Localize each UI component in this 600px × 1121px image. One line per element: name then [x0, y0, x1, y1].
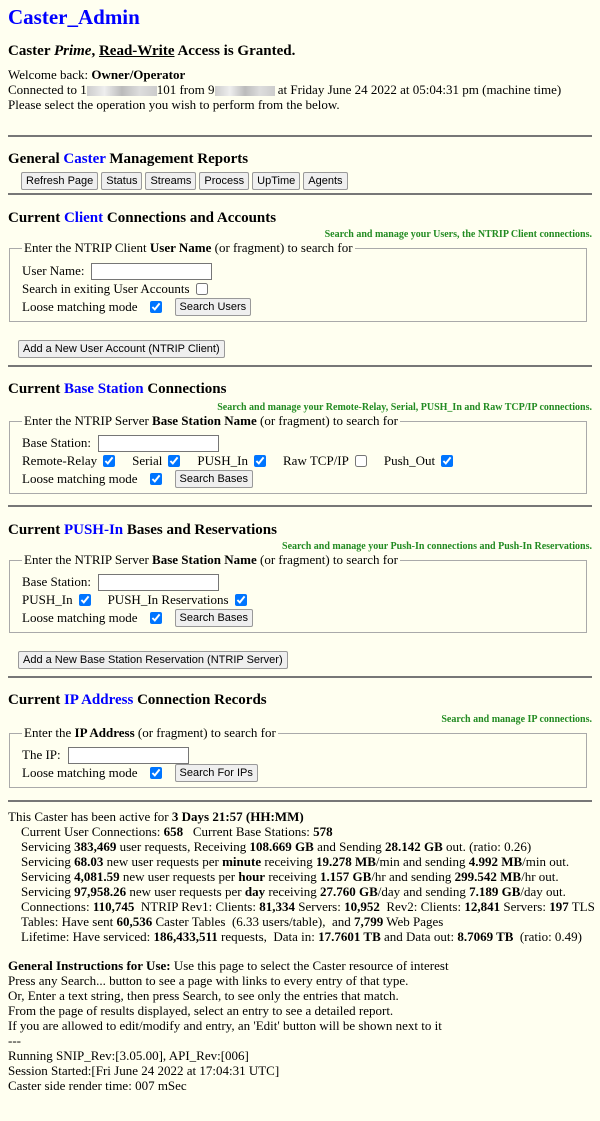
t: IP Address	[74, 725, 135, 740]
stat-text: Servicing	[21, 869, 75, 884]
stat-line	[8, 854, 592, 869]
active-line	[8, 809, 592, 824]
t: (or fragment) to search for	[134, 725, 276, 740]
t: Base Station Name	[152, 552, 257, 567]
uptime: 3 Days 21:57 (HH:MM)	[171, 809, 304, 824]
stat-value: 60,536	[116, 914, 153, 929]
stat-value: 4.992 MB	[468, 854, 523, 869]
stat-text: Rev2: Clients:	[379, 899, 465, 914]
loose-matching-label: Loose matching mode	[22, 471, 138, 486]
stat-value: 27.760 GB	[319, 884, 378, 899]
stat-text: and Data out:	[380, 929, 458, 944]
redacted-ip	[87, 86, 157, 96]
t: Current	[8, 210, 64, 226]
push-out-checkbox[interactable]	[441, 455, 453, 467]
divider	[8, 193, 592, 195]
stat-text: out. (ratio: 0.26)	[442, 839, 532, 854]
search-users-button[interactable]: Search Users	[175, 298, 252, 316]
redacted-ip	[215, 86, 275, 96]
t: Read-Write	[98, 43, 175, 59]
stat-text: new user requests per	[126, 884, 245, 899]
t: at Friday June 24 2022 at 05:04:31 pm (machine time)	[274, 82, 562, 97]
instruction-line: Or, Enter a text string, then press Search, to see only the entries that match.	[8, 988, 399, 1003]
stat-value: day	[244, 884, 266, 899]
t: Current	[8, 692, 64, 708]
pushin-base-station-input[interactable]	[98, 574, 219, 591]
stat-value: 19.278 MB	[315, 854, 376, 869]
t: User Name	[149, 240, 212, 255]
version-info: Running SNIP_Rev:[3.05.00], API_Rev:[006]	[8, 1048, 249, 1063]
stat-value: 97,958.26	[74, 884, 127, 899]
stat-text: /min and sending	[375, 854, 469, 869]
streams-button[interactable]: Streams	[145, 172, 196, 190]
loose-matching-checkbox[interactable]	[150, 473, 162, 485]
instruction-line: From the page of results displayed, select an entry to see a detailed report.	[8, 1003, 394, 1018]
stat-line	[8, 884, 592, 899]
stat-text: NTRIP Rev1: Clients:	[134, 899, 260, 914]
instruction-line: Press any Search... button to see a page with links to every entry of that type.	[8, 973, 409, 988]
loose-matching-checkbox[interactable]	[150, 612, 162, 624]
stat-text: Servicing	[21, 854, 75, 869]
stat-value: 10,952	[344, 899, 380, 914]
legend	[22, 725, 278, 741]
t: Access is Granted.	[174, 43, 296, 59]
stat-text: /day out.	[520, 884, 566, 899]
existing-accounts-label: Search in exiting User Accounts	[22, 281, 190, 296]
t: Base Station Name	[152, 413, 257, 428]
stat-text: Tables: Have sent	[21, 914, 117, 929]
stat-value: 4,081.59	[74, 869, 120, 884]
uptime-button[interactable]: UpTime	[252, 172, 300, 190]
loose-matching-label: Loose matching mode	[22, 299, 138, 314]
stat-text: Connections:	[21, 899, 93, 914]
search-pushin-bases-button[interactable]: Search Bases	[175, 609, 253, 627]
stat-value: 68.03	[74, 854, 104, 869]
raw-tcp-label: Raw TCP/IP	[283, 453, 349, 468]
t: from 9	[176, 82, 215, 97]
loose-matching-label: Loose matching mode	[22, 610, 138, 625]
stat-value: 108.669 GB	[249, 839, 314, 854]
legend	[22, 240, 355, 256]
welcome-line	[8, 67, 592, 82]
stat-text: /hr out.	[521, 869, 559, 884]
stat-value: 110,745	[92, 899, 135, 914]
stat-text: TLS	[568, 899, 595, 914]
t: Connection Records	[133, 692, 267, 708]
stat-line	[8, 869, 592, 884]
push-in-label: PUSH_In	[22, 592, 73, 607]
t: Base Station	[63, 381, 144, 397]
t: Enter the	[24, 725, 75, 740]
app-title: Caster_Admin	[8, 5, 140, 29]
stat-value: 197	[549, 899, 569, 914]
push-in-checkbox[interactable]	[79, 594, 91, 606]
t: Connected to 1	[8, 82, 87, 97]
stat-line	[8, 914, 592, 929]
pushin-hint: Search and manage your Push-In connections and Push-In Reservations.	[282, 541, 592, 552]
stat-value: 658	[163, 824, 184, 839]
stat-value: 7.189 GB	[469, 884, 521, 899]
reports-heading	[8, 150, 592, 168]
stat-text: Web Pages	[383, 914, 444, 929]
legend	[22, 413, 400, 429]
stat-line	[8, 899, 595, 914]
stat-line	[8, 929, 592, 944]
stat-value: 28.142 GB	[384, 839, 443, 854]
select-prompt: Please select the operation you wish to perform from the below.	[8, 97, 340, 112]
loose-matching-checkbox[interactable]	[150, 301, 162, 313]
t: (or fragment) to search for	[211, 240, 353, 255]
stat-value: 8.7069 TB	[457, 929, 514, 944]
ip-input[interactable]	[68, 747, 189, 764]
instructions	[8, 958, 592, 1093]
stat-text: (ratio: 0.49)	[513, 929, 583, 944]
t: Prime	[53, 43, 92, 59]
stat-value: hour	[238, 869, 266, 884]
loose-matching-label: Loose matching mode	[22, 765, 138, 780]
t: General	[8, 151, 64, 167]
stat-value: 12,841	[464, 899, 501, 914]
divider	[8, 135, 592, 137]
instructions-heading: General Instructions for Use:	[8, 958, 171, 973]
session-started: Session Started:[Fri June 24 2022 at 17:04:31 UTC]	[8, 1063, 280, 1078]
caster-stats	[8, 809, 595, 944]
stat-text: Servicing	[21, 884, 75, 899]
push-out-label: Push_Out	[383, 453, 436, 468]
t: (or fragment) to search for	[256, 413, 398, 428]
push-in-label: PUSH_In	[197, 453, 248, 468]
base-station-label: Base Station:	[22, 435, 91, 450]
stat-value: 578	[313, 824, 333, 839]
stat-text: receiving	[265, 884, 320, 899]
stat-text: /hr and sending	[371, 869, 455, 884]
t: Connections	[143, 381, 227, 397]
push-in-reservations-label: PUSH_In Reservations	[107, 592, 229, 607]
clients-hint: Search and manage your Users, the NTRIP Client connections.	[324, 229, 592, 240]
base-search-form	[9, 413, 587, 494]
t: Caster	[8, 43, 54, 59]
status-button[interactable]: Status	[101, 172, 142, 190]
t: ,	[91, 43, 99, 59]
stat-text: Caster Tables (6.33 users/table), and	[152, 914, 354, 929]
t: Caster	[63, 151, 106, 167]
divider	[8, 365, 592, 367]
stat-value: 383,469	[74, 839, 117, 854]
stat-value: minute	[222, 854, 262, 869]
ip-label: The IP:	[22, 747, 61, 762]
divider	[8, 505, 592, 507]
push-in-reservations-checkbox[interactable]	[235, 594, 247, 606]
stat-text: receiving	[265, 869, 320, 884]
raw-tcp-checkbox[interactable]	[355, 455, 367, 467]
agents-button[interactable]: Agents	[303, 172, 347, 190]
clients-heading	[8, 209, 592, 227]
base-station-input[interactable]	[98, 435, 219, 452]
connected-line	[8, 82, 592, 97]
stat-text: Current User Connections:	[21, 824, 164, 839]
stat-text: user requests, Receiving	[116, 839, 250, 854]
t: PUSH-In	[63, 522, 124, 538]
t: Enter the NTRIP Client	[24, 240, 150, 255]
t: Enter the NTRIP Server	[24, 413, 153, 428]
existing-accounts-checkbox[interactable]	[196, 283, 208, 295]
stat-value: 299.542 MB	[454, 869, 522, 884]
remote-relay-label: Remote-Relay	[22, 453, 98, 468]
search-bases-button[interactable]: Search Bases	[175, 470, 253, 488]
t: (or fragment) to search for	[256, 552, 398, 567]
ip-search-form	[9, 725, 587, 788]
bases-heading	[8, 380, 592, 398]
base-station-label: Base Station:	[22, 574, 91, 589]
t: Client	[63, 210, 104, 226]
t: Welcome back:	[8, 67, 92, 82]
ip-hint: Search and manage IP connections.	[441, 714, 592, 725]
stat-line	[8, 839, 592, 854]
pushin-search-form	[9, 552, 587, 633]
stat-text: Current Base Stations:	[183, 824, 314, 839]
stat-text: /min out.	[522, 854, 570, 869]
client-search-form	[9, 240, 587, 322]
legend	[22, 552, 400, 568]
divider	[8, 800, 592, 802]
loose-matching-checkbox[interactable]	[150, 767, 162, 779]
remote-relay-checkbox[interactable]	[103, 455, 115, 467]
stat-value: 17.7601 TB	[318, 929, 381, 944]
stat-text: Servicing	[21, 839, 75, 854]
t: Use this page to select the Caster resource of interest	[170, 958, 449, 973]
t: Bases and Reservations	[123, 522, 277, 538]
stat-value: 81,334	[259, 899, 295, 914]
user-name-input[interactable]	[91, 263, 212, 280]
instruction-line: If you are allowed to edit/modify and entry, an 'Edit' button will be shown next to it	[8, 1018, 442, 1033]
push-in-checkbox[interactable]	[254, 455, 266, 467]
instruction-line: ---	[8, 1033, 21, 1048]
t: Current	[8, 522, 64, 538]
stat-value: 186,433,511	[153, 929, 218, 944]
stat-text: and Sending	[313, 839, 385, 854]
reports-toolbar	[21, 172, 592, 190]
add-user-account-button[interactable]: Add a New User Account (NTRIP Client)	[18, 340, 225, 358]
username: Owner/Operator	[91, 67, 186, 82]
stat-value: 7,799	[353, 914, 384, 929]
stat-text: Servers:	[294, 899, 345, 914]
t: Management Reports	[105, 151, 249, 167]
add-base-reservation-button[interactable]: Add a New Base Station Reservation (NTRIP Server)	[18, 651, 288, 669]
process-button[interactable]: Process	[199, 172, 249, 190]
session-info	[8, 67, 592, 112]
stat-text: /day and sending	[377, 884, 470, 899]
stat-text: Lifetime: Have serviced:	[21, 929, 154, 944]
t: Enter the NTRIP Server	[24, 552, 153, 567]
bases-hint: Search and manage your Remote-Relay, Serial, PUSH_In and Raw TCP/IP connections.	[217, 402, 592, 413]
divider	[8, 676, 592, 678]
user-name-label: User Name:	[22, 263, 85, 278]
render-time: Caster side render time: 007 mSec	[8, 1078, 187, 1093]
serial-label: Serial	[132, 453, 163, 468]
pushin-heading	[8, 521, 592, 539]
serial-checkbox[interactable]	[168, 455, 180, 467]
access-heading	[8, 42, 592, 60]
t: 101	[156, 82, 177, 97]
stat-text: receiving	[261, 854, 316, 869]
refresh-page-button[interactable]: Refresh Page	[21, 172, 98, 190]
ip-heading	[8, 691, 592, 709]
stat-value: 1.157 GB	[319, 869, 372, 884]
t: This Caster has been active for	[8, 809, 172, 824]
stat-text: new user requests per	[119, 869, 239, 884]
t: Connections and Accounts	[103, 210, 277, 226]
stat-line	[8, 824, 592, 839]
search-ips-button[interactable]: Search For IPs	[175, 764, 258, 782]
stat-text: Servers:	[500, 899, 550, 914]
stat-text: requests, Data in:	[217, 929, 319, 944]
stat-text: new user requests per	[103, 854, 223, 869]
t: Current	[8, 381, 64, 397]
t: IP Address	[63, 692, 134, 708]
